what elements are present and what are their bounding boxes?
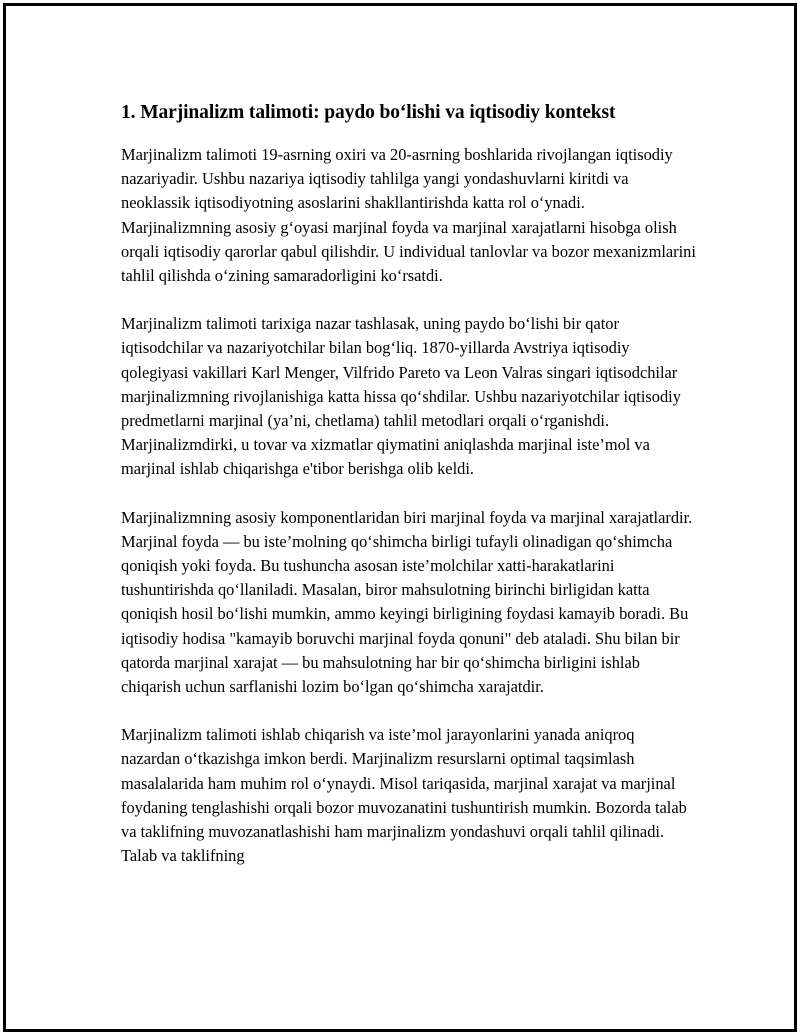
- paragraph-1: Marjinalizm talimoti 19-asrning oxiri va 20-asrning boshlarida rivojlangan iqtisodiy nazariyadir. Ushbu nazariya iqtisodiy tahlilga yangi yondashuvlarni kiritdi va neoklassik iqtisodiyotning asoslarini shakllantirishda katta rol o‘ynadi. Marjinalizmning asosiy g‘oyasi marjinal foyda va marjinal xarajatlarni hisobga olish orqali iqtisodiy qarorlar qabul qilishdir. U individual tanlovlar va bozor mexanizmlarini tahlil qilishda o‘zining samaradorligini ko‘rsatdi.: [121, 145, 696, 286]
- paragraph-4: Marjinalizm talimoti ishlab chiqarish va iste’mol jarayonlarini yanada aniqroq nazardan o‘tkazishga imkon berdi. Marjinalizm resurslarni optimal taqsimlash masalalarida ham muhim rol o‘ynaydi. Misol tariqasida, marjinal xarajat va marjinal foydaning tenglashishi orqali bozor muvozanatini tushuntirish mumkin. Bozorda talab va taklifning muvozanatlashishi ham marjinalizm yondashuvi orqali tahlil qilinadi. Talab va taklifning: [121, 725, 687, 866]
- document-body: [121, 101, 696, 868]
- paragraph-2: Marjinalizm talimoti tarixiga nazar tashlasak, uning paydo bo‘lishi bir qator iqtisodchilar va nazariyotchilar bilan bog‘liq. 1870-yillarda Avstriya iqtisodiy qolegiyasi vakillari Karl Menger, Vilfrido Pareto va Leon Valras singari iqtisodchilar marjinalizmning rivojlanishiga katta hissa qo‘shdilar. Ushbu nazariyotchilar iqtisodiy predmetlarni marjinal (ya’ni, chetlama) tahlil metodlari orqali o‘rganishdi. Marjinalizmdirki, u tovar va xizmatlar qiymatini aniqlashda marjinal iste’mol va marjinal ishlab chiqarishga e'tibor berishga olib keldi.: [121, 314, 681, 479]
- document-page: [3, 3, 797, 1032]
- section-heading: 1. Marjinalizm talimoti: paydo bo‘lishi va iqtisodiy kontekst: [121, 102, 616, 123]
- paragraph-3: Marjinalizmning asosiy komponentlaridan biri marjinal foyda va marjinal xarajatlardir. Marjinal foyda — bu iste’molning qo‘shimcha birligi tufayli olinadigan qo‘shimcha qoniqish yoki foyda. Bu tushuncha asosan iste’molchilar xatti-harakatlarini tushuntirishda qo‘llaniladi. Masalan, biror mahsulotning birinchi birligidan katta qoniqish hosil bo‘lishi mumkin, ammo keyingi birligining foydasi kamayib boradi. Bu iqtisodiy hodisa "kamayib boruvchi marjinal foyda qonuni" deb ataladi. Shu bilan bir qatorda marjinal xarajat — bu mahsulotning har bir qo‘shimcha birligini ishlab chiqarish uchun sarflanishi lozim bo‘lgan qo‘shimcha xarajatdir.: [121, 507, 693, 697]
